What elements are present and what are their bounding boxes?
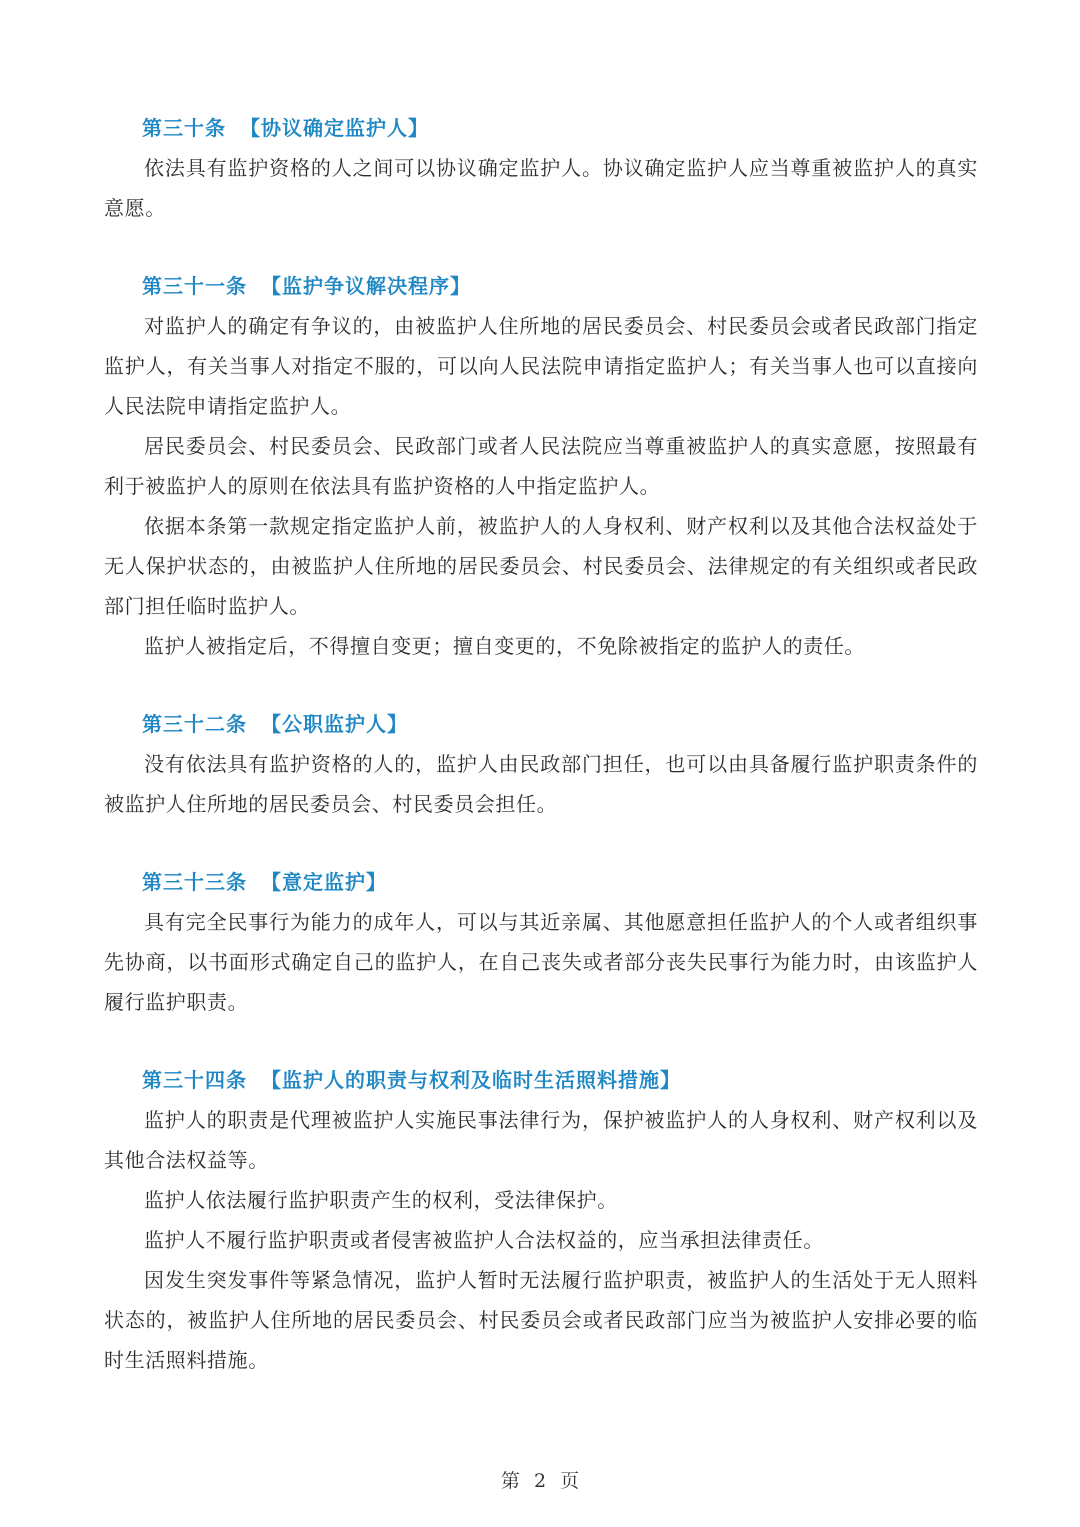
- article-heading: [104, 862, 978, 902]
- article-number: 第三十四条: [142, 1068, 247, 1092]
- page-label-prefix: 第: [500, 1470, 520, 1492]
- article-32: [104, 704, 978, 824]
- article-paragraph: 监护人被指定后，不得擅自变更；擅自变更的，不免除被指定的监护人的责任。: [144, 634, 865, 658]
- page-content: [104, 108, 978, 1418]
- article-title: 【监护人的职责与权利及临时生活照料措施】: [261, 1068, 681, 1092]
- article-paragraph: 对监护人的确定有争议的，由被监护人住所地的居民委员会、村民委员会或者民政部门指定监护人，有关当事人对指定不服的，可以向人民法院申请指定监护人；有关当事人也可以直接向人民法院申请指定监护人。: [104, 314, 978, 418]
- article-paragraph: 居民委员会、村民委员会、民政部门或者人民法院应当尊重被监护人的真实意愿，按照最有利于被监护人的原则在依法具有监护资格的人中指定监护人。: [104, 434, 978, 498]
- article-number: 第三十一条: [142, 274, 247, 298]
- page-footer: [0, 1466, 1080, 1496]
- article-paragraph: 监护人的职责是代理被监护人实施民事法律行为，保护被监护人的人身权利、财产权利以及其他合法权益等。: [104, 1108, 978, 1172]
- article-number: 第三十条: [142, 116, 226, 140]
- article-heading: [104, 108, 978, 148]
- article-number: 第三十二条: [142, 712, 247, 736]
- page-number: 2: [533, 1470, 547, 1492]
- page-label-suffix: 页: [560, 1470, 580, 1492]
- article-paragraph: 具有完全民事行为能力的成年人，可以与其近亲属、其他愿意担任监护人的个人或者组织事先协商，以书面形式确定自己的监护人，在自己丧失或者部分丧失民事行为能力时，由该监护人履行监护职责。: [104, 910, 978, 1014]
- article-paragraph: 因发生突发事件等紧急情况，监护人暂时无法履行监护职责，被监护人的生活处于无人照料状态的，被监护人住所地的居民委员会、村民委员会或者民政部门应当为被监护人安排必要的临时生活照料措施。: [104, 1268, 978, 1372]
- article-34: [104, 1060, 978, 1380]
- article-30: [104, 108, 978, 228]
- article-title: 【公职监护人】: [261, 712, 408, 736]
- article-heading: [104, 1060, 978, 1100]
- article-title: 【意定监护】: [261, 870, 387, 894]
- article-title: 【协议确定监护人】: [240, 116, 429, 140]
- article-paragraph: 监护人依法履行监护职责产生的权利，受法律保护。: [144, 1188, 618, 1212]
- article-33: [104, 862, 978, 1022]
- article-number: 第三十三条: [142, 870, 247, 894]
- article-title: 【监护争议解决程序】: [261, 274, 471, 298]
- article-paragraph: 依法具有监护资格的人之间可以协议确定监护人。协议确定监护人应当尊重被监护人的真实意愿。: [104, 156, 978, 220]
- article-paragraph: 没有依法具有监护资格的人的，监护人由民政部门担任，也可以由具备履行监护职责条件的被监护人住所地的居民委员会、村民委员会担任。: [104, 752, 978, 816]
- article-31: [104, 266, 978, 666]
- article-heading: [104, 266, 978, 306]
- article-paragraph: 监护人不履行监护职责或者侵害被监护人合法权益的，应当承担法律责任。: [144, 1228, 824, 1252]
- article-paragraph: 依据本条第一款规定指定监护人前，被监护人的人身权利、财产权利以及其他合法权益处于无人保护状态的，由被监护人住所地的居民委员会、村民委员会、法律规定的有关组织或者民政部门担任临时监护人。: [104, 514, 978, 618]
- article-heading: [104, 704, 978, 744]
